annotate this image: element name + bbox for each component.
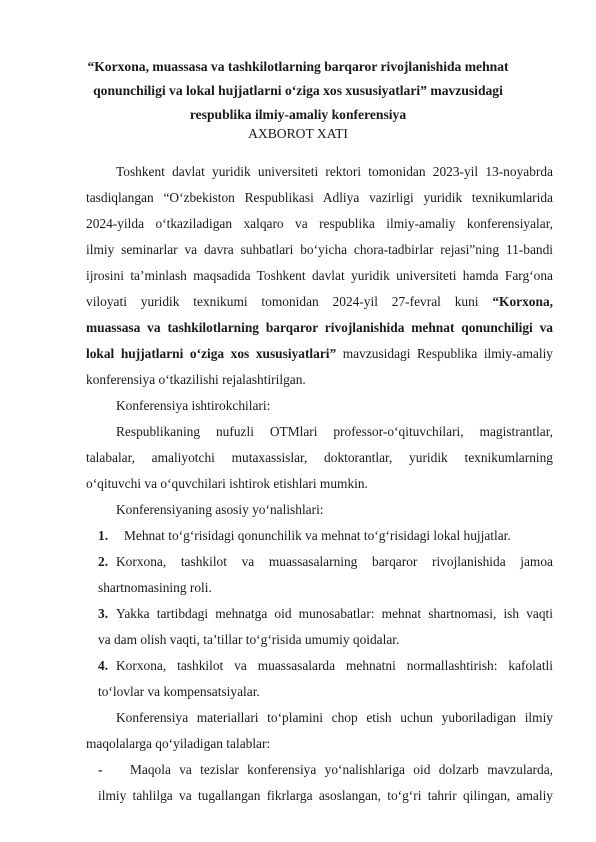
directions-heading: Konferensiyaning asosiy yo‘nalishlari: — [116, 502, 324, 517]
intro-line: ijrosini ta’minlash maqsadida Toshkent davlat yuridik universiteti hamda Farg‘ona — [86, 268, 553, 283]
direction-text: shartnomasining roli. — [98, 580, 212, 595]
direction-number: 1. — [98, 528, 109, 543]
requirements-line: Konferensiya materiallari to‘plamini chop etish uchun yuboriladigan ilmiy — [116, 710, 553, 725]
direction-text: to‘lovlar va kompensatsiyalar. — [98, 684, 260, 699]
bullet-text: Maqola va tezislar konferensiya yo‘nalishlariga oid dolzarb mavzularda, — [130, 762, 553, 777]
intro-text: mavzusidagi Respublika ilmiy-amaliy — [336, 346, 553, 361]
document-subtitle: AXBOROT XATI — [248, 126, 348, 141]
direction-number: 3. — [98, 606, 109, 621]
participants-heading: Konferensiya ishtirokchilari: — [116, 398, 271, 413]
intro-line: konferensiya o‘tkazilishi rejalashtirilgan. — [86, 372, 306, 387]
direction-text: va dam olish vaqti, ta’tillar to‘g‘risida umumiy qoidalar. — [98, 632, 400, 647]
direction-text: Korxona, tashkilot va muassasalarning barqaror rivojlanishida jamoa — [116, 554, 553, 569]
intro-line: ilmiy seminarlar va davra suhbatlari bo‘yicha chora-tadbirlar rejasi”ning 11-bandi — [86, 242, 553, 257]
intro-line: tasdiqlangan “O‘zbekiston Respublikasi Adliya vazirligi yuridik texnikumlarida — [86, 190, 553, 205]
bullet-dash: - — [98, 762, 103, 777]
conference-name-bold: “Korxona, — [492, 294, 553, 309]
participants-line: o‘qituvchi va o‘quvchilari ishtirok etishlari mumkin. — [86, 476, 368, 491]
intro-line: Toshkent davlat yuridik universiteti rektori tomonidan 2023-yil 13-noyabrda — [116, 164, 553, 179]
title-line: respublika ilmiy-amaliy konferensiya — [189, 107, 407, 122]
conference-name-bold: lokal hujjatlarni o‘ziga xos xususiyatlari” — [86, 346, 337, 361]
intro-line — [86, 292, 553, 312]
title-line: “Korxona, muassasa va tashkilotlarning barqaror rivojlanishida mehnat — [87, 59, 509, 74]
intro-line: 2024-yilda o‘tkaziladigan xalqaro va respublika ilmiy-amaliy konferensiyalar, — [86, 216, 553, 231]
direction-number: 4. — [98, 658, 109, 673]
conference-name-bold: muassasa va tashkilotlarning barqaror rivojlanishida mehnat qonunchiligi va — [86, 320, 553, 335]
intro-line — [86, 344, 553, 364]
bullet-text: ilmiy tahlilga va tugallangan fikrlarga asoslangan, to‘g‘ri tahrir qilingan, amaliy — [98, 788, 553, 803]
document-title — [60, 55, 536, 127]
direction-text: Korxona, tashkilot va muassasalarda mehnatni normallashtirish: kafolatli — [116, 658, 553, 673]
direction-text: Mehnat to‘g‘risidagi qonunchilik va mehnat to‘g‘risidagi lokal hujjatlar. — [124, 528, 511, 543]
participants-line: Respublikaning nufuzli OTMlari professor-o‘qituvchilari, magistrantlar, — [116, 424, 553, 439]
intro-text: viloyati yuridik texnikumi tomonidan 2024-yil 27-fevral kuni — [86, 294, 493, 309]
direction-text: Yakka tartibdagi mehnatga oid munosabatlar: mehnat shartnomasi, ish vaqti — [116, 606, 553, 621]
title-line: qonunchiligi va lokal hujjatlarni o‘ziga xos xususiyatlari” mavzusidagi — [93, 83, 503, 98]
direction-number: 2. — [98, 554, 109, 569]
requirements-line: maqolalarga qo‘yiladigan talablar: — [86, 736, 271, 751]
participants-line: talabalar, amaliyotchi mutaxassislar, doktorantlar, yuridik texnikumlarning — [86, 450, 553, 465]
